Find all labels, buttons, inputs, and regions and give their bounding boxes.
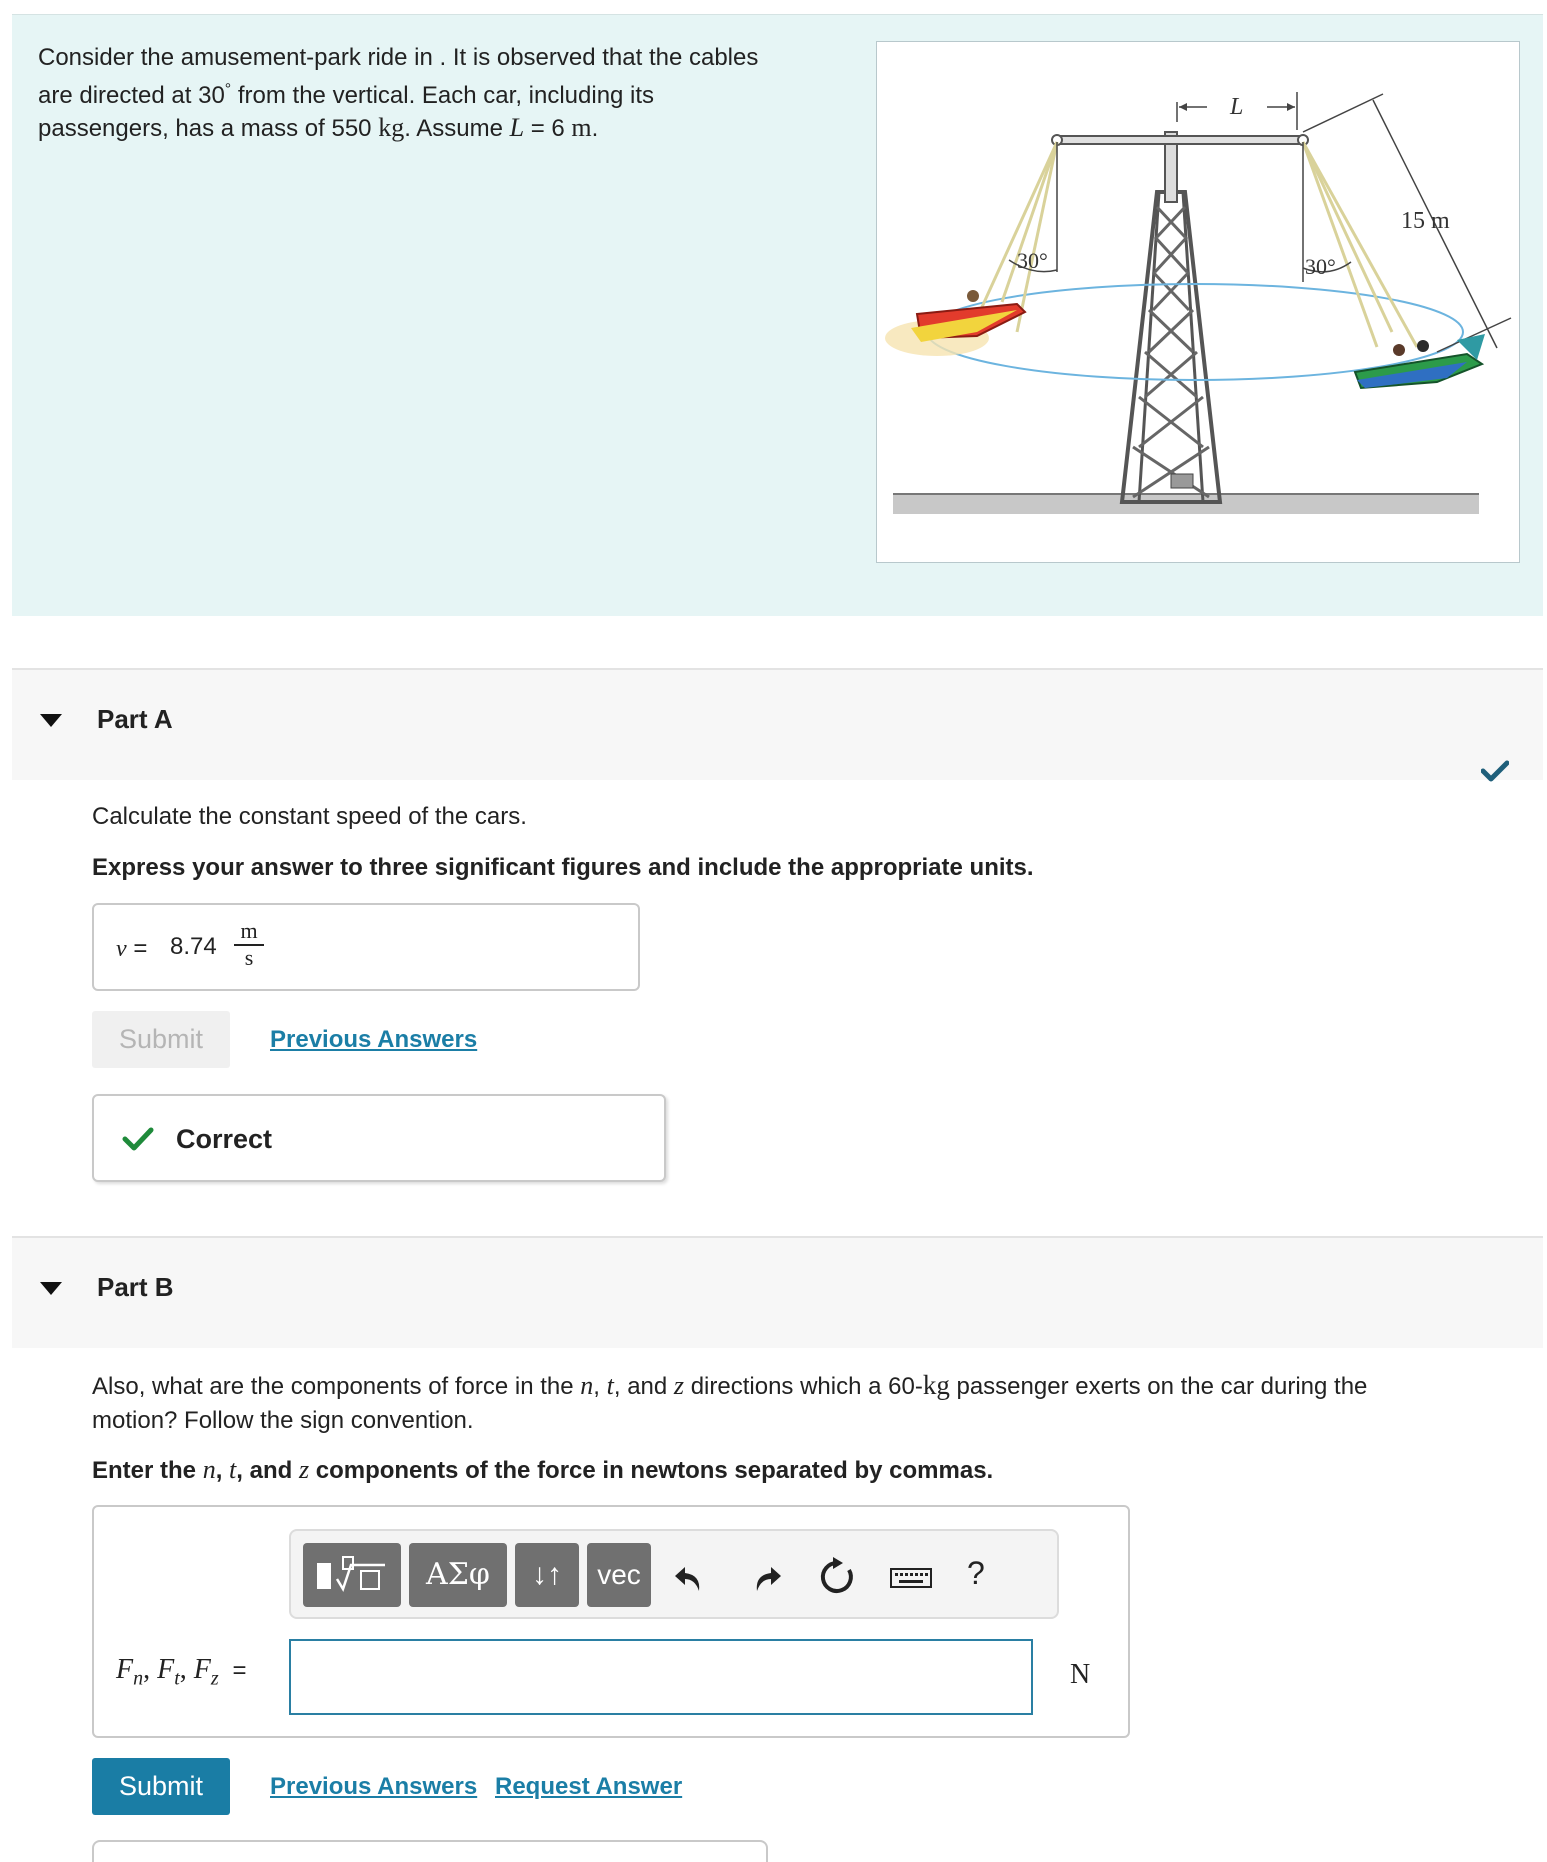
L-label: L	[1230, 94, 1244, 120]
answer-value: 8.74	[170, 933, 217, 960]
tower	[1122, 132, 1220, 502]
part-b-instruction: Enter the n, t, and z components of the force in newtons separated by commas.	[92, 1455, 994, 1484]
force-components-input[interactable]	[289, 1639, 1033, 1715]
right-cables	[1303, 142, 1417, 347]
part-b-question: Also, what are the components of force in the n, t, and z directions which a 60-kg passenger exerts on the car during the motion? Follow the sign convention.	[92, 1370, 1368, 1434]
amusement-ride-figure	[876, 41, 1520, 563]
collapse-triangle-icon[interactable]	[40, 714, 62, 727]
part-a-answer-box	[92, 903, 640, 991]
completed-check-icon	[1481, 760, 1509, 782]
angle-left-label: 30°	[1017, 248, 1048, 273]
part-b-title: Part B	[97, 1272, 174, 1302]
undo-icon[interactable]	[669, 1555, 713, 1599]
correct-check-icon	[122, 1126, 154, 1152]
part-a-header[interactable]	[12, 668, 1543, 780]
template-radical-icon	[303, 1543, 401, 1607]
greek-symbols-button[interactable]: ΑΣφ	[409, 1543, 507, 1607]
correct-text: Correct	[176, 1124, 273, 1154]
part-a-question: Calculate the constant speed of the cars.	[92, 803, 527, 830]
vector-button[interactable]: vec	[587, 1543, 651, 1607]
input-label: $F_n$, $F_t$, $F_z$ =	[116, 1654, 247, 1690]
math-toolbar	[289, 1529, 1059, 1619]
subscript-superscript-button[interactable]: ↓↑	[515, 1543, 579, 1607]
request-answer-link[interactable]: Request Answer	[495, 1773, 683, 1800]
part-a-title: Part A	[97, 704, 173, 734]
top-arm	[1057, 136, 1303, 144]
keyboard-icon[interactable]	[887, 1555, 935, 1599]
templates-button[interactable]	[303, 1543, 401, 1607]
help-icon[interactable]: ?	[967, 1555, 985, 1591]
angle-right-label: 30°	[1305, 254, 1336, 279]
part-b-header[interactable]	[12, 1236, 1543, 1348]
reset-icon[interactable]	[815, 1555, 859, 1599]
part-a-instruction: Express your answer to three significant figures and include the appropriate units.	[92, 854, 1034, 881]
answer-label: v =	[116, 935, 148, 962]
collapse-triangle-icon[interactable]	[40, 1282, 62, 1295]
part-a-submit-button[interactable]: Submit	[92, 1011, 230, 1068]
dimension-label: 15 m	[1401, 208, 1450, 234]
part-b-previous-answers-link[interactable]: Previous Answers	[270, 1773, 478, 1800]
part-b-submit-button[interactable]: Submit	[92, 1758, 230, 1815]
ride-diagram	[877, 42, 1519, 562]
part-a-feedback	[92, 1094, 666, 1182]
redo-icon[interactable]	[743, 1555, 787, 1599]
part-b-answer-box	[92, 1505, 1130, 1738]
unit-label: N	[1070, 1659, 1091, 1690]
problem-statement: Consider the amusement-park ride in . It is observed that the cables are directed at 30° from the vertical. Each car, including its passengers, has a mass of 550 kg. Assume L = 6 m.	[38, 44, 759, 142]
problem-intro	[12, 14, 1543, 616]
answer-unit: $\frac{m}{s}$	[234, 919, 264, 970]
part-b-feedback-box	[92, 1840, 768, 1862]
part-a-previous-answers-link[interactable]: Previous Answers	[270, 1026, 478, 1053]
